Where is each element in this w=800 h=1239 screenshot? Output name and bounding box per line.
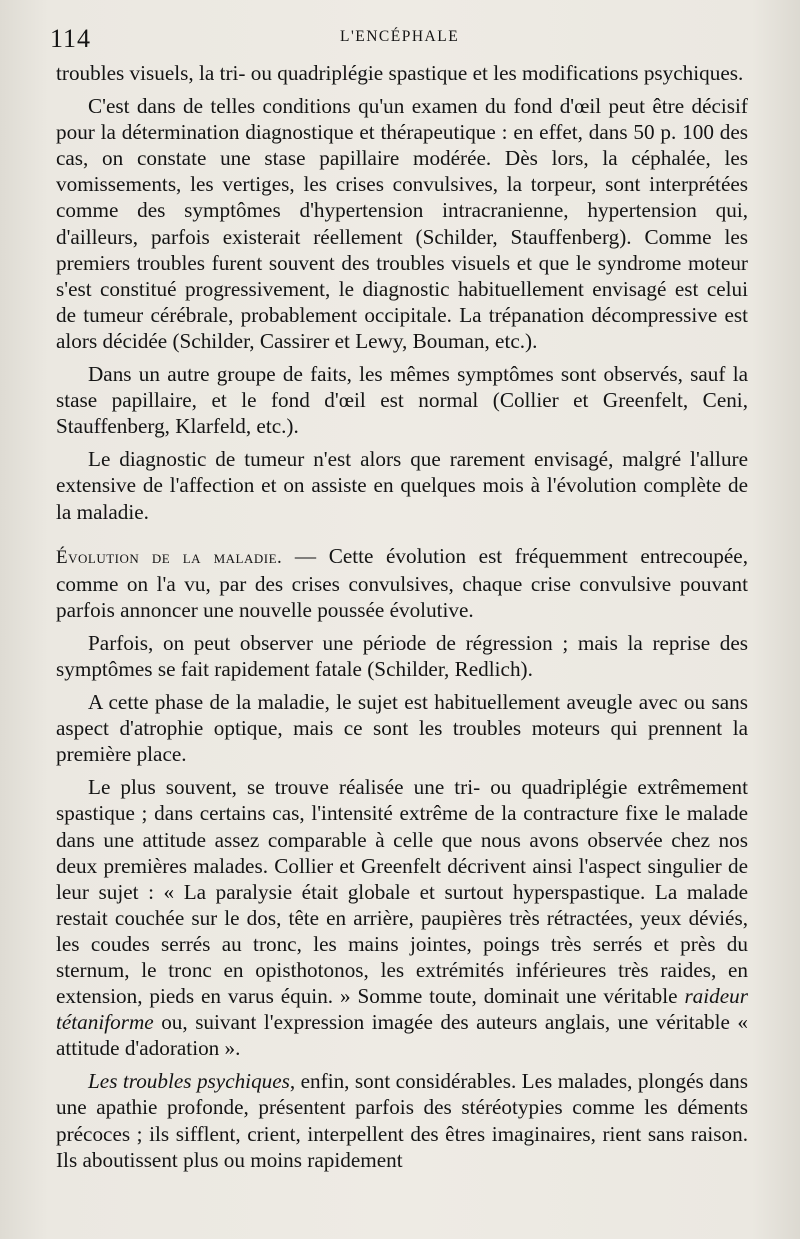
italic-raideur: raideur tétaniforme bbox=[56, 984, 748, 1035]
paragraph-diagnostic-tumeur: Le diagnostic de tumeur n'est alors que rarement envisagé, malgré l'allure extensive de l'affection et on assiste en quelques mois à l'évolution complète de la maladie. bbox=[56, 447, 748, 524]
body-text bbox=[56, 60, 748, 1180]
paragraph-phase-maladie: A cette phase de la maladie, le sujet est habituellement aveugle avec ou sans aspect d'atrophie optique, mais ce sont les troubles moteurs qui prennent la première place. bbox=[56, 690, 748, 767]
evolution-text: — Cette évolution est fréquemment entrecoupée, comme on l'a vu, par des crises convulsives, chaque crise convulsive pouvant parfois annoncer une nouvelle poussée évolutive. bbox=[56, 543, 748, 622]
paragraph-regression: Parfois, on peut observer une période de régression ; mais la reprise des symptômes se fait rapidement fatale (Schilder, Redlich). bbox=[56, 630, 748, 681]
troubles-psychiques-text: , enfin, sont considérables. Les malades, plongés dans une apathie profonde, présentent parfois des stéréotypies comme les déments précoces ; ils sifflent, crient, interpellent des êtres imaginaires, rient sans raison. Ils aboutissent plus ou moins rapidement bbox=[56, 1069, 749, 1172]
paragraph-autre-groupe: Dans un autre groupe de faits, les mêmes symptômes sont observés, sauf la stase papillaire, et le fond d'œil est normal (Collier et Greenfelt, Ceni, Stauffenberg, Klarfeld, etc.). bbox=[56, 362, 748, 439]
quadriplegie-text-b: ou, suivant l'expression imagée des auteurs anglais, une véritable « attitude d'adoration ». bbox=[56, 1010, 748, 1061]
page-header bbox=[50, 22, 766, 56]
paragraph-continuation: troubles visuels, la tri- ou quadriplégie spastique et les modifications psychiques. bbox=[56, 61, 744, 85]
section-heading-evolution: Évolution de la maladie. bbox=[56, 546, 283, 568]
quadriplegie-text-a: Le plus souvent, se trouve réalisée une tri- ou quadriplégie extrêmement spastique ; dans certains cas, l'intensité extrême de la contracture fixe le malade dans une attitude assez comparable à celle que nous avons observée chez nos deux premières malades. Collier et Greenfelt décrivent ainsi l'aspect singulier de leur sujet : « La paralysie était globale et surtout hyperspastique. La malade restait couchée sur le dos, tête en arrière, paupières très rétractées, yeux déviés, les coudes serrés au tronc, les mains jointes, poings très serrés et près du sternum, le tronc en opisthotonos, les extrémités inférieures très raides, en extension, pieds en varus équin. » Somme toute, dominait une véritable bbox=[56, 775, 748, 1009]
paragraph-fond-doeil: C'est dans de telles conditions qu'un examen du fond d'œil peut être décisif pour la détermination diagnostique et thérapeutique : en effet, dans 50 p. 100 des cas, on constate une stase papillaire modérée. Dès lors, la céphalée, les vomissements, les vertiges, les crises convulsives, la torpeur, sont interprétées comme des symptômes d'hypertension intracranienne, hypertension qui, d'ailleurs, parfois existerait réellement (Schilder, Stauffenberg). Comme les premiers troubles furent souvent des troubles visuels et que le syndrome moteur s'est constitué progressivement, le diagnostic habituellement envisagé est celui de tumeur cérébrale, probablement occipitale. La trépanation décompressive est alors décidée (Schilder, Cassirer et Lewy, Bouman, etc.). bbox=[56, 94, 748, 353]
page-number: 114 bbox=[50, 24, 92, 53]
italic-troubles-psychiques: Les troubles psychiques bbox=[88, 1069, 290, 1094]
paragraph-quadriplegie bbox=[56, 774, 748, 1061]
paragraph-evolution bbox=[56, 543, 748, 623]
paragraph-troubles-psychiques bbox=[56, 1068, 748, 1172]
running-head: L'ENCÉPHALE bbox=[340, 28, 460, 45]
